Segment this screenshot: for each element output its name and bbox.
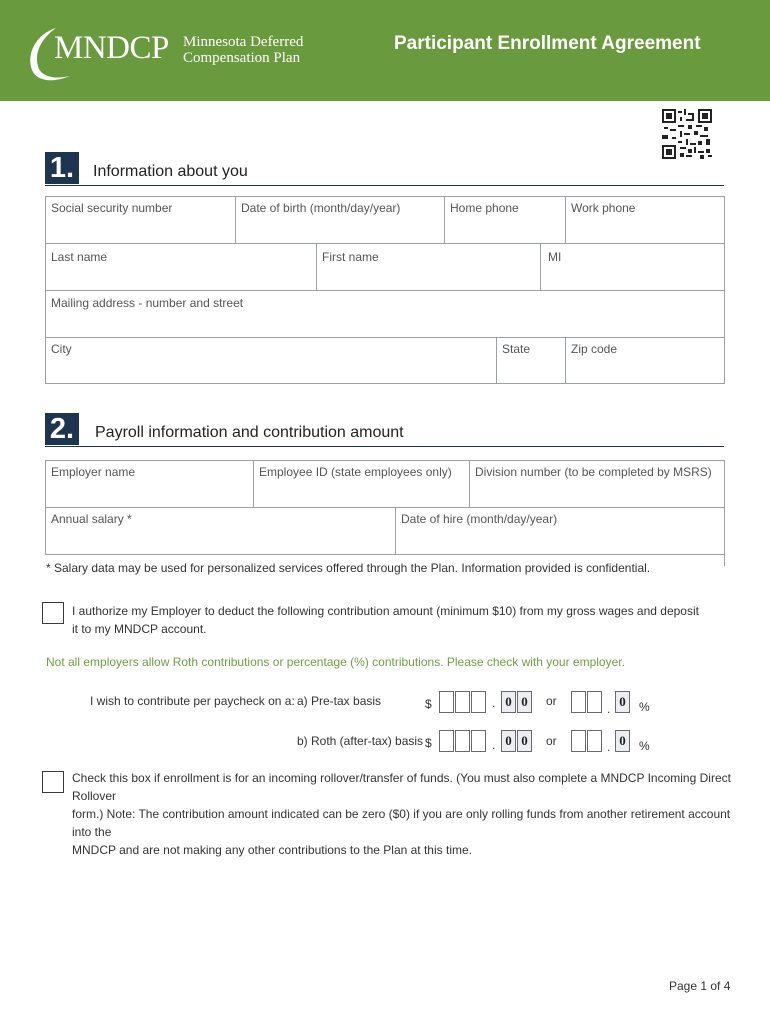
- section1-title: Information about you: [93, 163, 248, 180]
- grid-line: [540, 243, 541, 290]
- logo-wordmark: MNDCP: [54, 30, 169, 66]
- grid-line: [45, 290, 725, 291]
- grid-line: [724, 460, 725, 566]
- grid-line: [496, 337, 497, 384]
- grid-line: [45, 507, 725, 508]
- pretax-percent-point: .: [607, 702, 611, 716]
- rollover-checkbox[interactable]: [42, 771, 64, 793]
- grid-line: [45, 243, 725, 244]
- authorize-line2: it to my MNDCP account.: [72, 622, 207, 636]
- grid-line: [444, 196, 445, 243]
- salary-note: * Salary data may be used for personalized services offered through the Plan. Information provided is confidential.: [46, 561, 651, 575]
- pretax-label: a) Pre-tax basis: [297, 694, 382, 708]
- pretax-cents-digit: 0: [501, 691, 516, 713]
- employee-id-field[interactable]: Employee ID (state employees only): [259, 465, 452, 479]
- home-phone-field[interactable]: Home phone: [450, 201, 519, 215]
- last-name-field[interactable]: Last name: [51, 250, 108, 264]
- pretax-or: or: [546, 694, 557, 708]
- roth-cents-digit: 0: [517, 730, 532, 752]
- logo-subtitle-line1: Minnesota Deferred: [183, 34, 304, 50]
- rollover-line3: MNDCP and are not making any other contributions to the Plan at this time.: [72, 843, 472, 857]
- pretax-percent-digit[interactable]: [571, 691, 586, 713]
- roth-percent-decimal: 0: [615, 730, 630, 752]
- authorize-line1: I authorize my Employer to deduct the following contribution amount (minimum $10) from my gross wages and deposit: [72, 604, 699, 618]
- grid-line: [253, 460, 254, 507]
- logo-subtitle: [183, 34, 303, 66]
- rollover-line2: form.) Note: The contribution amount indicated can be zero ($0) if you are only rolling funds from another retirement account into the: [72, 807, 731, 839]
- grid-line: [565, 337, 566, 384]
- contribute-prompt: I wish to contribute per paycheck on a:: [90, 694, 295, 708]
- logo-subtitle-line2: Compensation Plan: [183, 50, 301, 66]
- page-number: Page 1 of 4: [669, 979, 731, 993]
- pretax-percent-digit[interactable]: [587, 691, 602, 713]
- section1-number: 1.: [45, 152, 79, 184]
- header-banner: [0, 0, 770, 101]
- pretax-dollar-sign: $: [425, 697, 432, 711]
- roth-decimal-point: .: [492, 738, 496, 752]
- roth-dollar-digit[interactable]: [455, 730, 470, 752]
- annual-salary-field[interactable]: Annual salary *: [51, 512, 132, 526]
- roth-label: b) Roth (after-tax) basis: [297, 734, 424, 748]
- grid-line: [469, 460, 470, 507]
- authorize-checkbox[interactable]: [42, 602, 64, 624]
- roth-dollar-digit[interactable]: [439, 730, 454, 752]
- roth-percent-point: .: [607, 740, 611, 754]
- document-title: Participant Enrollment Agreement: [394, 33, 701, 54]
- grid-line: [45, 460, 725, 461]
- grid-line: [235, 196, 236, 243]
- roth-percent-digit[interactable]: [587, 730, 602, 752]
- roth-note: Not all employers allow Roth contributions or percentage (%) contributions. Please check with your employer.: [46, 655, 625, 669]
- roth-dollar-sign: $: [425, 736, 432, 750]
- pretax-dollar-digit[interactable]: [439, 691, 454, 713]
- pretax-decimal-point: .: [492, 696, 496, 710]
- rollover-line1: Check this box if enrollment is for an incoming rollover/transfer of funds. (You must also complete a MNDCP Incoming Direct Rollover: [72, 771, 731, 803]
- division-number-field[interactable]: Division number (to be completed by MSRS): [475, 465, 712, 479]
- grid-line: [395, 507, 396, 554]
- pretax-dollar-digit[interactable]: [471, 691, 486, 713]
- section2-divider: [45, 446, 724, 447]
- grid-line: [316, 243, 317, 290]
- section2-number: 2.: [45, 413, 79, 445]
- grid-line: [45, 554, 725, 555]
- first-name-field[interactable]: First name: [322, 250, 379, 264]
- pretax-percent-decimal: 0: [615, 691, 630, 713]
- pretax-cents-digit: 0: [517, 691, 532, 713]
- roth-percent-sign: %: [639, 739, 650, 753]
- pretax-percent-sign: %: [639, 700, 650, 714]
- section2-title: Payroll information and contribution amount: [95, 424, 404, 441]
- state-field[interactable]: State: [502, 342, 531, 356]
- rollover-text: [72, 769, 732, 859]
- ssn-field[interactable]: Social security number: [51, 201, 173, 215]
- qr-code-icon: [662, 109, 712, 159]
- roth-dollar-digit[interactable]: [471, 730, 486, 752]
- employer-name-field[interactable]: Employer name: [51, 465, 136, 479]
- city-field[interactable]: City: [51, 342, 72, 356]
- section1-divider: [45, 185, 724, 186]
- roth-cents-digit: 0: [501, 730, 516, 752]
- zip-field[interactable]: Zip code: [571, 342, 618, 356]
- pretax-dollar-digit[interactable]: [455, 691, 470, 713]
- dob-field[interactable]: Date of birth (month/day/year): [241, 201, 401, 215]
- middle-initial-field[interactable]: MI: [548, 250, 562, 264]
- roth-percent-digit[interactable]: [571, 730, 586, 752]
- roth-or: or: [546, 734, 557, 748]
- address-field[interactable]: Mailing address - number and street: [51, 296, 244, 310]
- grid-line: [565, 196, 566, 243]
- authorize-text: [72, 602, 712, 638]
- work-phone-field[interactable]: Work phone: [571, 201, 636, 215]
- hire-date-field[interactable]: Date of hire (month/day/year): [401, 512, 558, 526]
- grid-line: [45, 337, 725, 338]
